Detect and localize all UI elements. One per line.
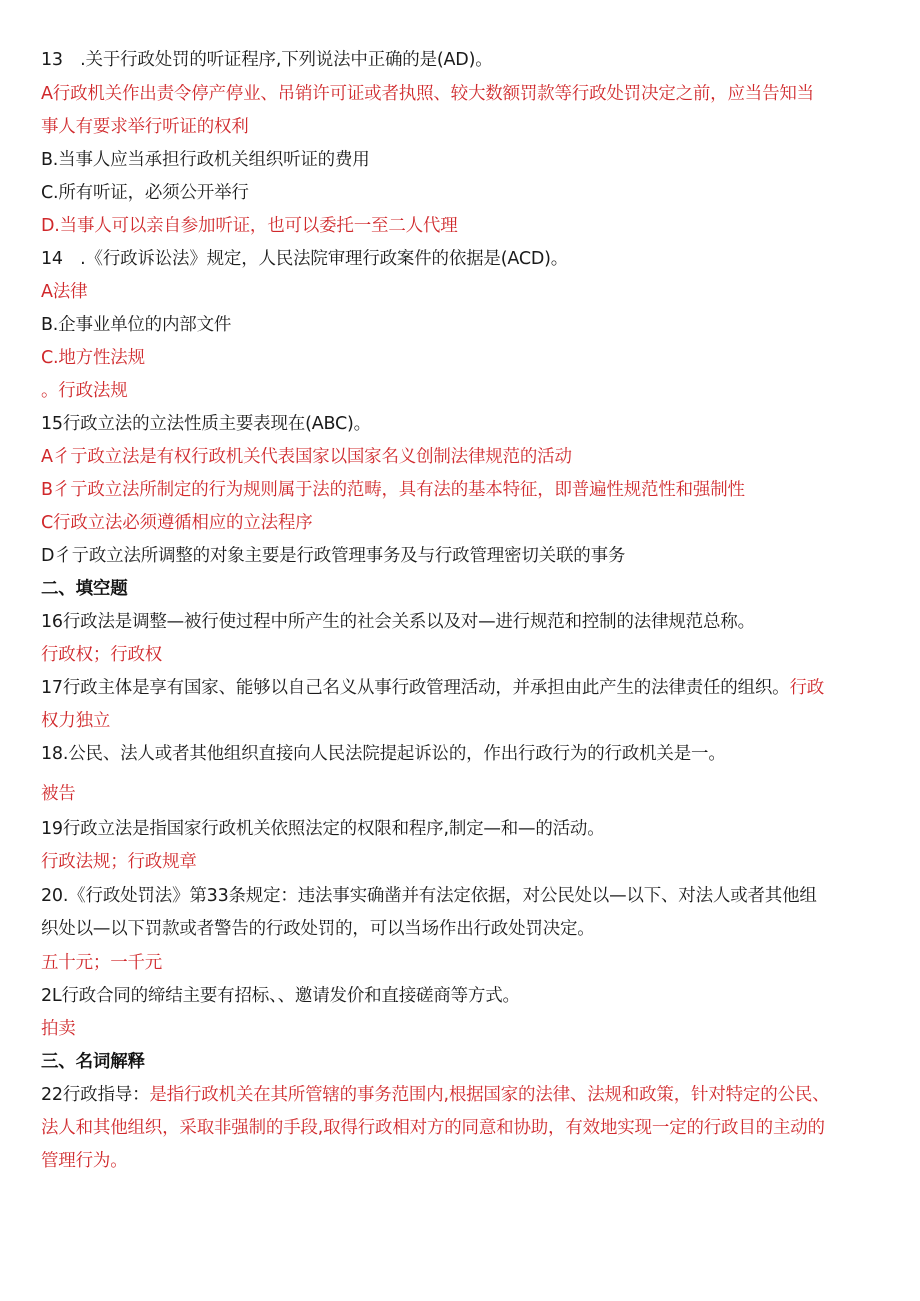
question-14-option-a: A法律 [41, 282, 88, 302]
question-21-answer: 拍卖 [41, 1019, 76, 1039]
section-heading-fill-in: 二、填空题 [41, 579, 128, 599]
question-15-option-a: A彳亍政立法是有权行政机关代表国家以国家名义创制法律规范的活动 [41, 447, 572, 467]
question-22-term: 22行政指导：是指行政机关在其所管辖的事务范围内,根据国家的法律、法规和政策，针对特定的公民、 [41, 1085, 830, 1105]
question-14-option-b: B.企事业单位的内部文件 [41, 315, 232, 335]
question-13-option-c: C.所有听证，必须公开举行 [41, 183, 249, 203]
question-22-definition-continued: 管理行为。 [41, 1151, 128, 1171]
question-14-option-d: 。行政法规 [41, 381, 128, 401]
question-14-stem: 14 .《行政诉讼法》规定，人民法院审理行政案件的依据是(ACD)。 [41, 249, 569, 269]
question-22-definition-start: 是指行政机关在其所管辖的事务范围内,根据国家的法律、法规和政策，针对特定的公民、 [149, 1085, 830, 1105]
section-heading-definitions: 三、名词解释 [41, 1052, 145, 1072]
question-21-stem: 2L行政合同的缔结主要有招标、、邀请发价和直接磋商等方式。 [41, 986, 520, 1006]
question-13-option-a: A行政机关作出责令停产停业、吊销许可证或者执照、较大数额罚款等行政处罚决定之前，应当告知当 [41, 84, 814, 104]
question-13-stem: 13 .关于行政处罚的听证程序,下列说法中正确的是(AD)。 [41, 50, 493, 70]
question-15-option-d: D彳亍政立法所调整的对象主要是行政管理事务及与行政管理密切关联的事务 [41, 546, 626, 566]
question-17-answer-start: 行政 [789, 678, 825, 698]
question-13-option-d: D.当事人可以亲自参加听证，也可以委托一至二人代理 [41, 216, 458, 236]
question-17-answer: 权力独立 [41, 711, 111, 731]
question-20-answer: 五十元；一千元 [41, 953, 163, 973]
question-13-option-a-continued: 事人有要求举行听证的权利 [41, 117, 249, 137]
question-19-answer: 行政法规；行政规章 [41, 852, 197, 872]
question-20-stem-continued: 织处以—以下罚款或者警告的行政处罚的，可以当场作出行政处罚决定。 [41, 919, 595, 939]
question-18-stem: 18.公民、法人或者其他组织直接向人民法院提起诉讼的，作出行政行为的行政机关是一。 [41, 744, 726, 764]
question-14-option-c: C.地方性法规 [41, 348, 145, 368]
question-19-stem: 19行政立法是指国家行政机关依照法定的权限和程序,制定—和—的活动。 [41, 819, 605, 839]
question-20-stem: 20.《行政处罚法》第33条规定：违法事实确凿并有法定依据，对公民处以—以下、对法人或者其他组 [41, 886, 817, 906]
question-22-definition: 法人和其他组织，采取非强制的手段,取得行政相对方的同意和协助，有效地实现一定的行政目的主动的 [41, 1118, 825, 1138]
question-15-option-b: B彳亍政立法所制定的行为规则属于法的范畴，具有法的基本特征，即普遍性规范性和强制性 [41, 480, 745, 500]
question-16-stem: 16行政法是调整—被行使过程中所产生的社会关系以及对—进行规范和控制的法律规范总称。 [41, 612, 755, 632]
question-16-answer: 行政权；行政权 [41, 645, 163, 665]
question-17-stem: 17行政主体是享有国家、能够以自己名义从事行政管理活动，并承担由此产生的法律责任的组织。行政 [41, 678, 825, 698]
question-18-answer: 被告 [41, 784, 76, 804]
question-13-option-b: B.当事人应当承担行政机关组织听证的费用 [41, 150, 370, 170]
question-15-option-c: C行政立法必须遵循相应的立法程序 [41, 513, 313, 533]
question-15-stem: 15行政立法的立法性质主要表现在(ABC)。 [41, 414, 371, 434]
